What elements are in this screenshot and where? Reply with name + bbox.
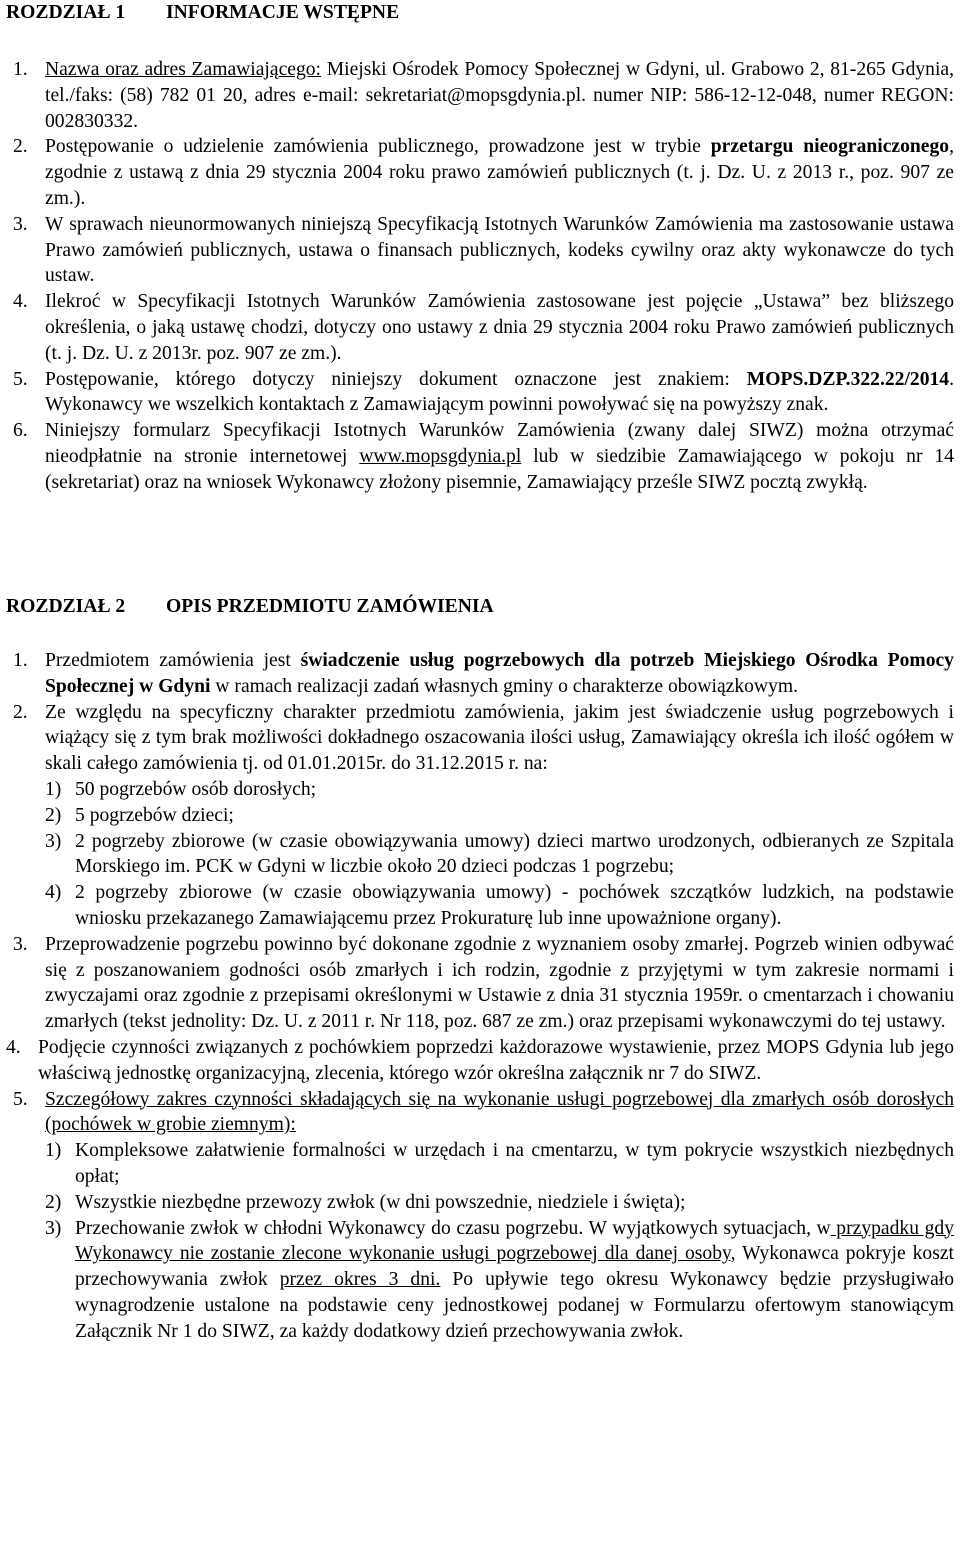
- website-link[interactable]: www.mopsgdynia.pl: [359, 445, 522, 467]
- item-number: 1.: [13, 59, 28, 80]
- r2-item-1-text-c: w ramach realizacji zadań własnych gminy o charakterze obowiązkowym.: [210, 675, 799, 697]
- sub-text-c: , Wykonawca pokryje koszt przechowywania zwłok: [75, 1243, 954, 1291]
- r1-item-3-text: W sprawach nieunormowanych niniejszą Specyfikacją Istotnych Warunków Zamówienia ma zastosowanie ustawa Prawo zamówień publicznych, ustawa o finansach publicznych, kodeks cywilny oraz akty wykonawcze do tych ustaw.: [45, 213, 954, 287]
- item-number: 6.: [13, 420, 28, 442]
- r1-item-2: [0, 134, 954, 211]
- sub-text: 2 pogrzeby zbiorowe (w czasie obowiązywania umowy) - pochówek szczątków ludzkich, na podstawie wniosku przekazanego Zamawiającemu przez Prokuraturę lub inne upoważnione organy).: [75, 882, 954, 929]
- sub-number: 3): [45, 830, 62, 852]
- r2-item-5: [0, 1087, 954, 1139]
- r1-item-2-text-a: Postępowanie o udzielenie zamówienia publicznego, prowadzone jest w trybie: [45, 136, 711, 158]
- sub-number: 1): [45, 778, 62, 800]
- item-number: 2.: [13, 701, 28, 723]
- r2-item-5-sub-1: [0, 1138, 954, 1190]
- r2-item-4-text: Podjęcie czynności związanych z pochówkiem poprzedzi każdorazowe wystawienie, przez MOPS Gdynia lub jego właściwą jednostkę organizacyjną, zlecenia, którego wzór określna załącznik nr 7 do SIWZ.: [38, 1036, 954, 1084]
- r1-item-1-text: Miejski Ośrodek Pomocy Społecznej w Gdyni, ul. Grabowo 2, 81-265 Gdynia, tel./faks: (58) 782 01 20, adres e-mail: sekretariat@mopsgdynia.pl. numer NIP: 586-12-12-048, numer REGON: 002830332.: [45, 59, 955, 132]
- r2-item-1-text-a: Przedmiotem zamówienia jest: [45, 650, 301, 671]
- r2-item-3-text: Przeprowadzenie pogrzebu powinno być dokonane zgodnie z wyznaniem osoby zmarłej. Pogrzeb winien odbywać się z poszanowaniem godności osób zmarłych i ich rodzin, zgodnie z przyjętymi w tym zakresie normami i zwyczajami oraz zgodnie z przepisami określonymi w Ustawie z dnia 31 stycznia 1959r. o cmentarzach i chowaniu zmarłych (tekst jednolity: Dz. U. z 2011 r. Nr 118, poz. 687 ze zm.) oraz przepisami wykonawczymi do tej ustawy.: [45, 933, 954, 1033]
- r2-item-1: [0, 648, 954, 700]
- r2-item-2-sub-4: [0, 880, 954, 932]
- item-number: 4.: [13, 291, 28, 313]
- chapter-2-list: [0, 648, 954, 1345]
- r1-item-2-bold: przetargu nieograniczonego: [710, 136, 950, 158]
- chapter-2-heading: [6, 594, 494, 620]
- chapter-1-heading: [6, 0, 399, 26]
- chapter-2-label: ROZDZIAŁ 2: [6, 596, 126, 617]
- item-number: 5.: [13, 368, 28, 390]
- sub-number: 3): [45, 1217, 62, 1239]
- sub-text: Wszystkie niezbędne przewozy zwłok (w dni powszednie, niedziele i święta);: [75, 1191, 686, 1213]
- r2-item-3: [0, 932, 954, 1035]
- chapter-1-list: [0, 57, 954, 496]
- r1-item-1: [0, 57, 954, 134]
- r1-item-3: [0, 212, 954, 289]
- sub-text-a: Przechowanie zwłok w chłodni Wykonawcy do czasu pogrzebu. W wyjątkowych sytuacjach, w: [75, 1217, 831, 1239]
- r1-item-1-label: Nazwa oraz adres Zamawiającego:: [45, 59, 322, 80]
- chapter-2-title: OPIS PRZEDMIOTU ZAMÓWIENIA: [166, 596, 494, 617]
- sub-text-period: przez okres 3 dni.: [279, 1269, 441, 1291]
- r1-item-6-text-c: lub w siedzibie Zamawiającego w pokoju nr 14 (sekretariat) oraz na wniosek Wykonawcy złożony pisemnie, Zamawiający prześle SIWZ pocztą zwykłą.: [45, 445, 954, 493]
- r1-item-5-sign: MOPS.DZP.322.22/2014: [746, 368, 950, 390]
- r1-item-4-text: Ilekroć w Specyfikacji Istotnych Warunków Zamówienia zastosowane jest pojęcie „Ustawa” bez bliższego określenia, o jaką ustawę chodzi, dotyczy ono ustawy z dnia 29 stycznia 2004 roku Prawo zamówień publicznych (t. j. Dz. U. z 2013r. poz. 907 ze zm.).: [45, 291, 954, 364]
- r2-item-5-text: Szczegółowy zakres czynności składających się na wykonanie usługi pogrzebowej dla zmarłych osób dorosłych (pochówek w grobie ziemnym):: [45, 1088, 954, 1136]
- r2-item-4: [0, 1035, 954, 1087]
- item-number: 5.: [13, 1088, 28, 1110]
- sub-text: 50 pogrzebów osób dorosłych;: [75, 778, 317, 800]
- r1-item-2-text-c: , zgodnie z ustawą z dnia 29 stycznia 2004 roku prawo zamówień publicznych (t. j. Dz. U. z 2013 r., poz. 907 ze zm.).: [45, 136, 954, 209]
- r1-item-5-text-a: Postępowanie, którego dotyczy niniejszy dokument oznaczone jest znakiem:: [45, 368, 747, 390]
- chapter-1-title: INFORMACJE WSTĘPNE: [166, 2, 400, 23]
- sub-text: Kompleksowe załatwienie formalności w urzędach i na cmentarzu, w tym pokrycie wszystkich niezbędnych opłat;: [75, 1140, 954, 1187]
- r1-item-4: [0, 289, 954, 366]
- chapter-1-label: ROZDZIAŁ 1: [6, 2, 126, 23]
- sub-text: 2 pogrzeby zbiorowe (w czasie obowiązywania umowy) dzieci martwo urodzonych, odbieranych ze Szpitala Morskiego im. PCK w Gdyni w liczbie około 20 dzieci podczas 1 pogrzebu;: [75, 830, 954, 878]
- sub-text: 5 pogrzebów dzieci;: [75, 804, 234, 826]
- sub-number: 4): [45, 882, 62, 904]
- r2-item-5-sub-2: [0, 1190, 954, 1216]
- item-number: 3.: [13, 213, 28, 235]
- item-number: 2.: [13, 136, 28, 158]
- r2-item-5-sub-3: [0, 1216, 954, 1345]
- r1-item-6-text-a: Niniejszy formularz Specyfikacji Istotnych Warunków Zamówienia (zwany dalej SIWZ) można otrzymać nieodpłatnie na stronie internetowej: [45, 420, 954, 467]
- r2-item-2: [0, 700, 954, 777]
- item-number: 3.: [13, 933, 28, 955]
- r1-item-5: [0, 367, 954, 419]
- sub-text-underlined: przypadku gdy Wykonawcy nie zostanie zlecone wykonanie usługi pogrzebowej dla danej osoby: [75, 1217, 954, 1265]
- r2-item-2-sub-3: [0, 829, 954, 881]
- r1-item-6: [0, 418, 954, 495]
- item-number: 1.: [13, 650, 28, 671]
- r1-item-5-text-c: . Wykonawcy we wszelkich kontaktach z Zamawiającym powinni powoływać się na powyższy znak.: [45, 368, 954, 416]
- sub-number: 2): [45, 1191, 62, 1213]
- r2-item-2-text: Ze względu na specyficzny charakter przedmiotu zamówienia, jakim jest świadczenie usług pogrzebowych i wiążący się z tym brak możliwości dokładnego oszacowania ilości usług, Zamawiający określa ich ilość ogółem w skali całego zamówienia tj. od 01.01.2015r. do 31.12.2015 r. na:: [45, 701, 954, 775]
- r2-item-2-sub-2: [0, 803, 954, 829]
- sub-number: 1): [45, 1140, 62, 1162]
- item-number: 4.: [6, 1036, 21, 1058]
- sub-number: 2): [45, 804, 62, 826]
- sub-text-e: Po upływie tego okresu Wykonawcy będzie przysługiwało wynagrodzenie ustalone na podstawie ceny jednostkowej podanej w Formularzu ofertowym stanowiącym Załącznik Nr 1 do SIWZ, za każdy dodatkowy dzień przechowywania zwłok.: [75, 1269, 955, 1342]
- r2-item-1-bold: świadczenie usług pogrzebowych dla potrzeb Miejskiego Ośrodka Pomocy Społecznej w Gdyni: [45, 650, 954, 697]
- r2-item-2-sub-1: [0, 777, 954, 803]
